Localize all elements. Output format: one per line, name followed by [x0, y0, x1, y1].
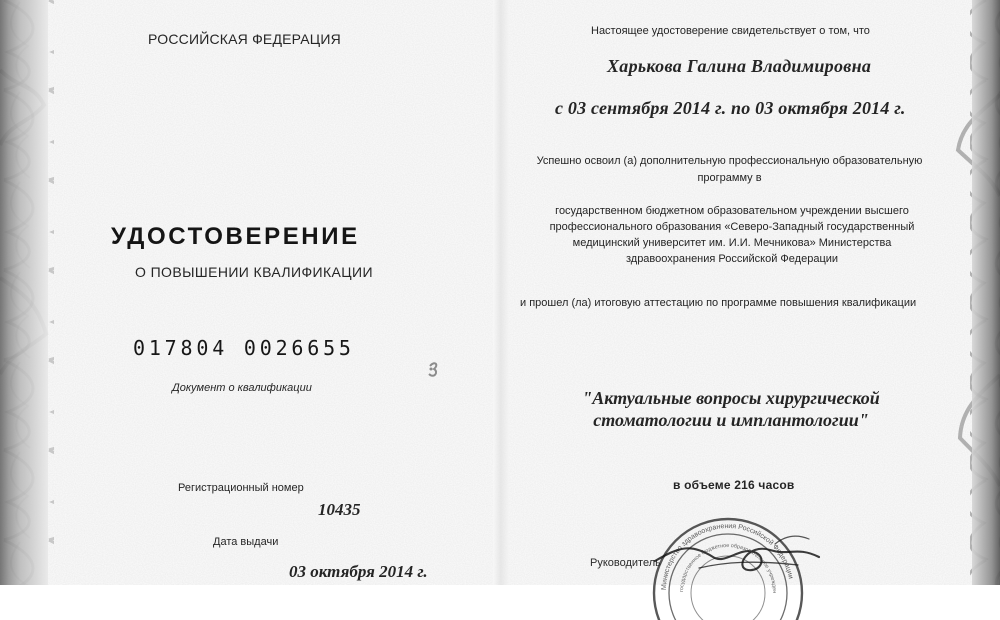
head-signature-label: Руководитель — [590, 557, 661, 569]
document-caption: Документ о квалификации — [172, 382, 312, 394]
right-photocopy-border — [972, 0, 1000, 585]
document-fold — [493, 0, 509, 585]
small-ink-mark-icon — [426, 358, 440, 380]
certificate-title: УДОСТОВЕРЕНИЕ — [111, 223, 360, 250]
svg-text:Министерство здравоохранения Р: Министерство здравоохранения Российской Федерации — [660, 522, 794, 591]
issue-date-label: Дата выдачи — [213, 536, 279, 548]
svg-text:государственное бюджетное обра: государственное бюджетное образовательное учрежден — [678, 542, 778, 594]
left-photocopy-border — [0, 0, 48, 585]
handwritten-signature — [643, 527, 843, 587]
certificate-subtitle: О ПОВЫШЕНИИ КВАЛИФИКАЦИИ — [135, 264, 373, 280]
attestation-statement: и прошел (ла) итоговую аттестацию по программе повышения квалификации — [520, 297, 917, 309]
certification-intro: Настоящее удостоверение свидетельствует о том, что — [591, 25, 870, 37]
registration-label: Регистрационный номер — [178, 482, 304, 494]
program-intro: Успешно освоил (а) дополнительную профессиональную образовательную программу в — [536, 155, 923, 184]
training-hours: в объеме 216 часов — [673, 478, 795, 492]
country-heading: РОССИЙСКАЯ ФЕДЕРАЦИЯ — [148, 31, 341, 47]
training-period: с 03 сентября 2014 г. по 03 октября 2014 г. — [555, 98, 906, 118]
issue-date: 03 октября 2014 г. — [289, 562, 428, 581]
registration-number: 10435 — [318, 500, 361, 519]
course-title: "Актуальные вопросы хирургической стоматологии и имплантологии" — [582, 388, 880, 430]
serial-number: 017804 0026655 — [133, 336, 355, 360]
institution-name: государственном бюджетном образовательном учреждении высшего профессионального образования «Северо-Западный государственный медицинский университет им. И.И. Мечникова» Министерства здравоохранения Российской Федерации — [549, 205, 915, 265]
person-name: Харькова Галина Владимировна — [607, 56, 872, 76]
